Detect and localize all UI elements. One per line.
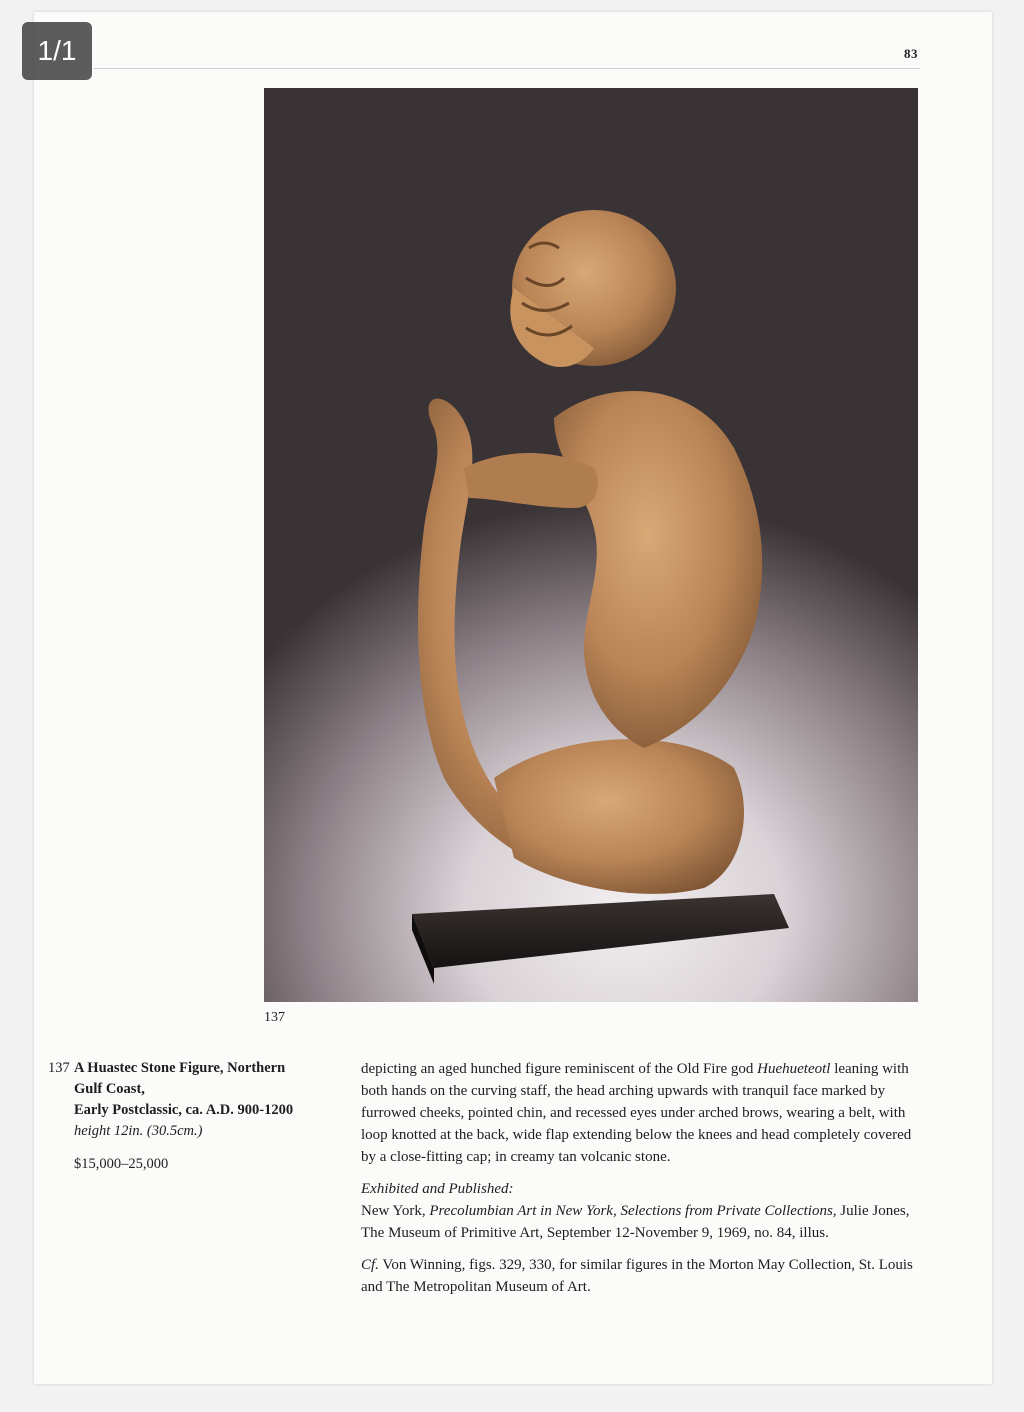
description-part-2: leaning with both hands on the curving staff, the head arching upwards with tranquil face marked by furrowed cheeks, pointed chin, and recessed eyes under arched brows, wearing a belt, with loop knotted at the back, wide flap extending below the knees and head completely covered by a close-fitting cap; in creamy tan volcanic stone. <box>361 1061 912 1165</box>
reference-section <box>361 1254 921 1298</box>
lot-title-line-1: A Huastec Stone Figure, Northern <box>74 1060 286 1076</box>
sculpture-photograph <box>264 88 918 1002</box>
lot-title <box>74 1058 293 1121</box>
lot-description-column <box>361 1058 921 1308</box>
description-part-1: depicting an aged hunched figure reminiscent of the Old Fire god <box>361 1061 758 1077</box>
lot-number: 137 <box>48 1060 70 1076</box>
page-number: 83 <box>904 46 918 61</box>
photo-caption-number: 137 <box>264 1010 285 1025</box>
exhibited-section <box>361 1178 921 1244</box>
deity-name: Huehueteotl <box>757 1061 831 1077</box>
exhibited-heading: Exhibited and Published: <box>361 1181 514 1197</box>
lot-estimate: $15,000–25,000 <box>74 1156 169 1172</box>
exhibition-title: Precolumbian Art in New York, Selections from Private Collections, <box>429 1203 837 1219</box>
lot-title-line-3: Early Postclassic, ca. A.D. 900-1200 <box>74 1102 294 1118</box>
reference-text: Von Winning, figs. 329, 330, for similar figures in the Morton May Collection, St. Louis and The Metropolitan Museum of Art. <box>361 1257 913 1295</box>
lot-title-line-2: Gulf Coast, <box>74 1081 145 1097</box>
stone-figure-illustration <box>264 88 918 1002</box>
catalog-page <box>34 12 992 1384</box>
lot-title-row <box>48 1058 338 1121</box>
lot-dimensions: height 12in. (30.5cm.) <box>74 1123 203 1139</box>
lot-description <box>361 1058 921 1168</box>
page-counter-badge: 1/1 <box>22 22 92 80</box>
exhibited-city: New York, <box>361 1203 430 1219</box>
header-rule <box>94 68 920 69</box>
lot-header <box>48 1058 338 1175</box>
exhibited-details: Julie Jones, The Museum of Primitive Art, September 12-November 9, 1969, no. 84, illus. <box>361 1203 910 1241</box>
cf-abbreviation: Cf. <box>361 1257 379 1273</box>
